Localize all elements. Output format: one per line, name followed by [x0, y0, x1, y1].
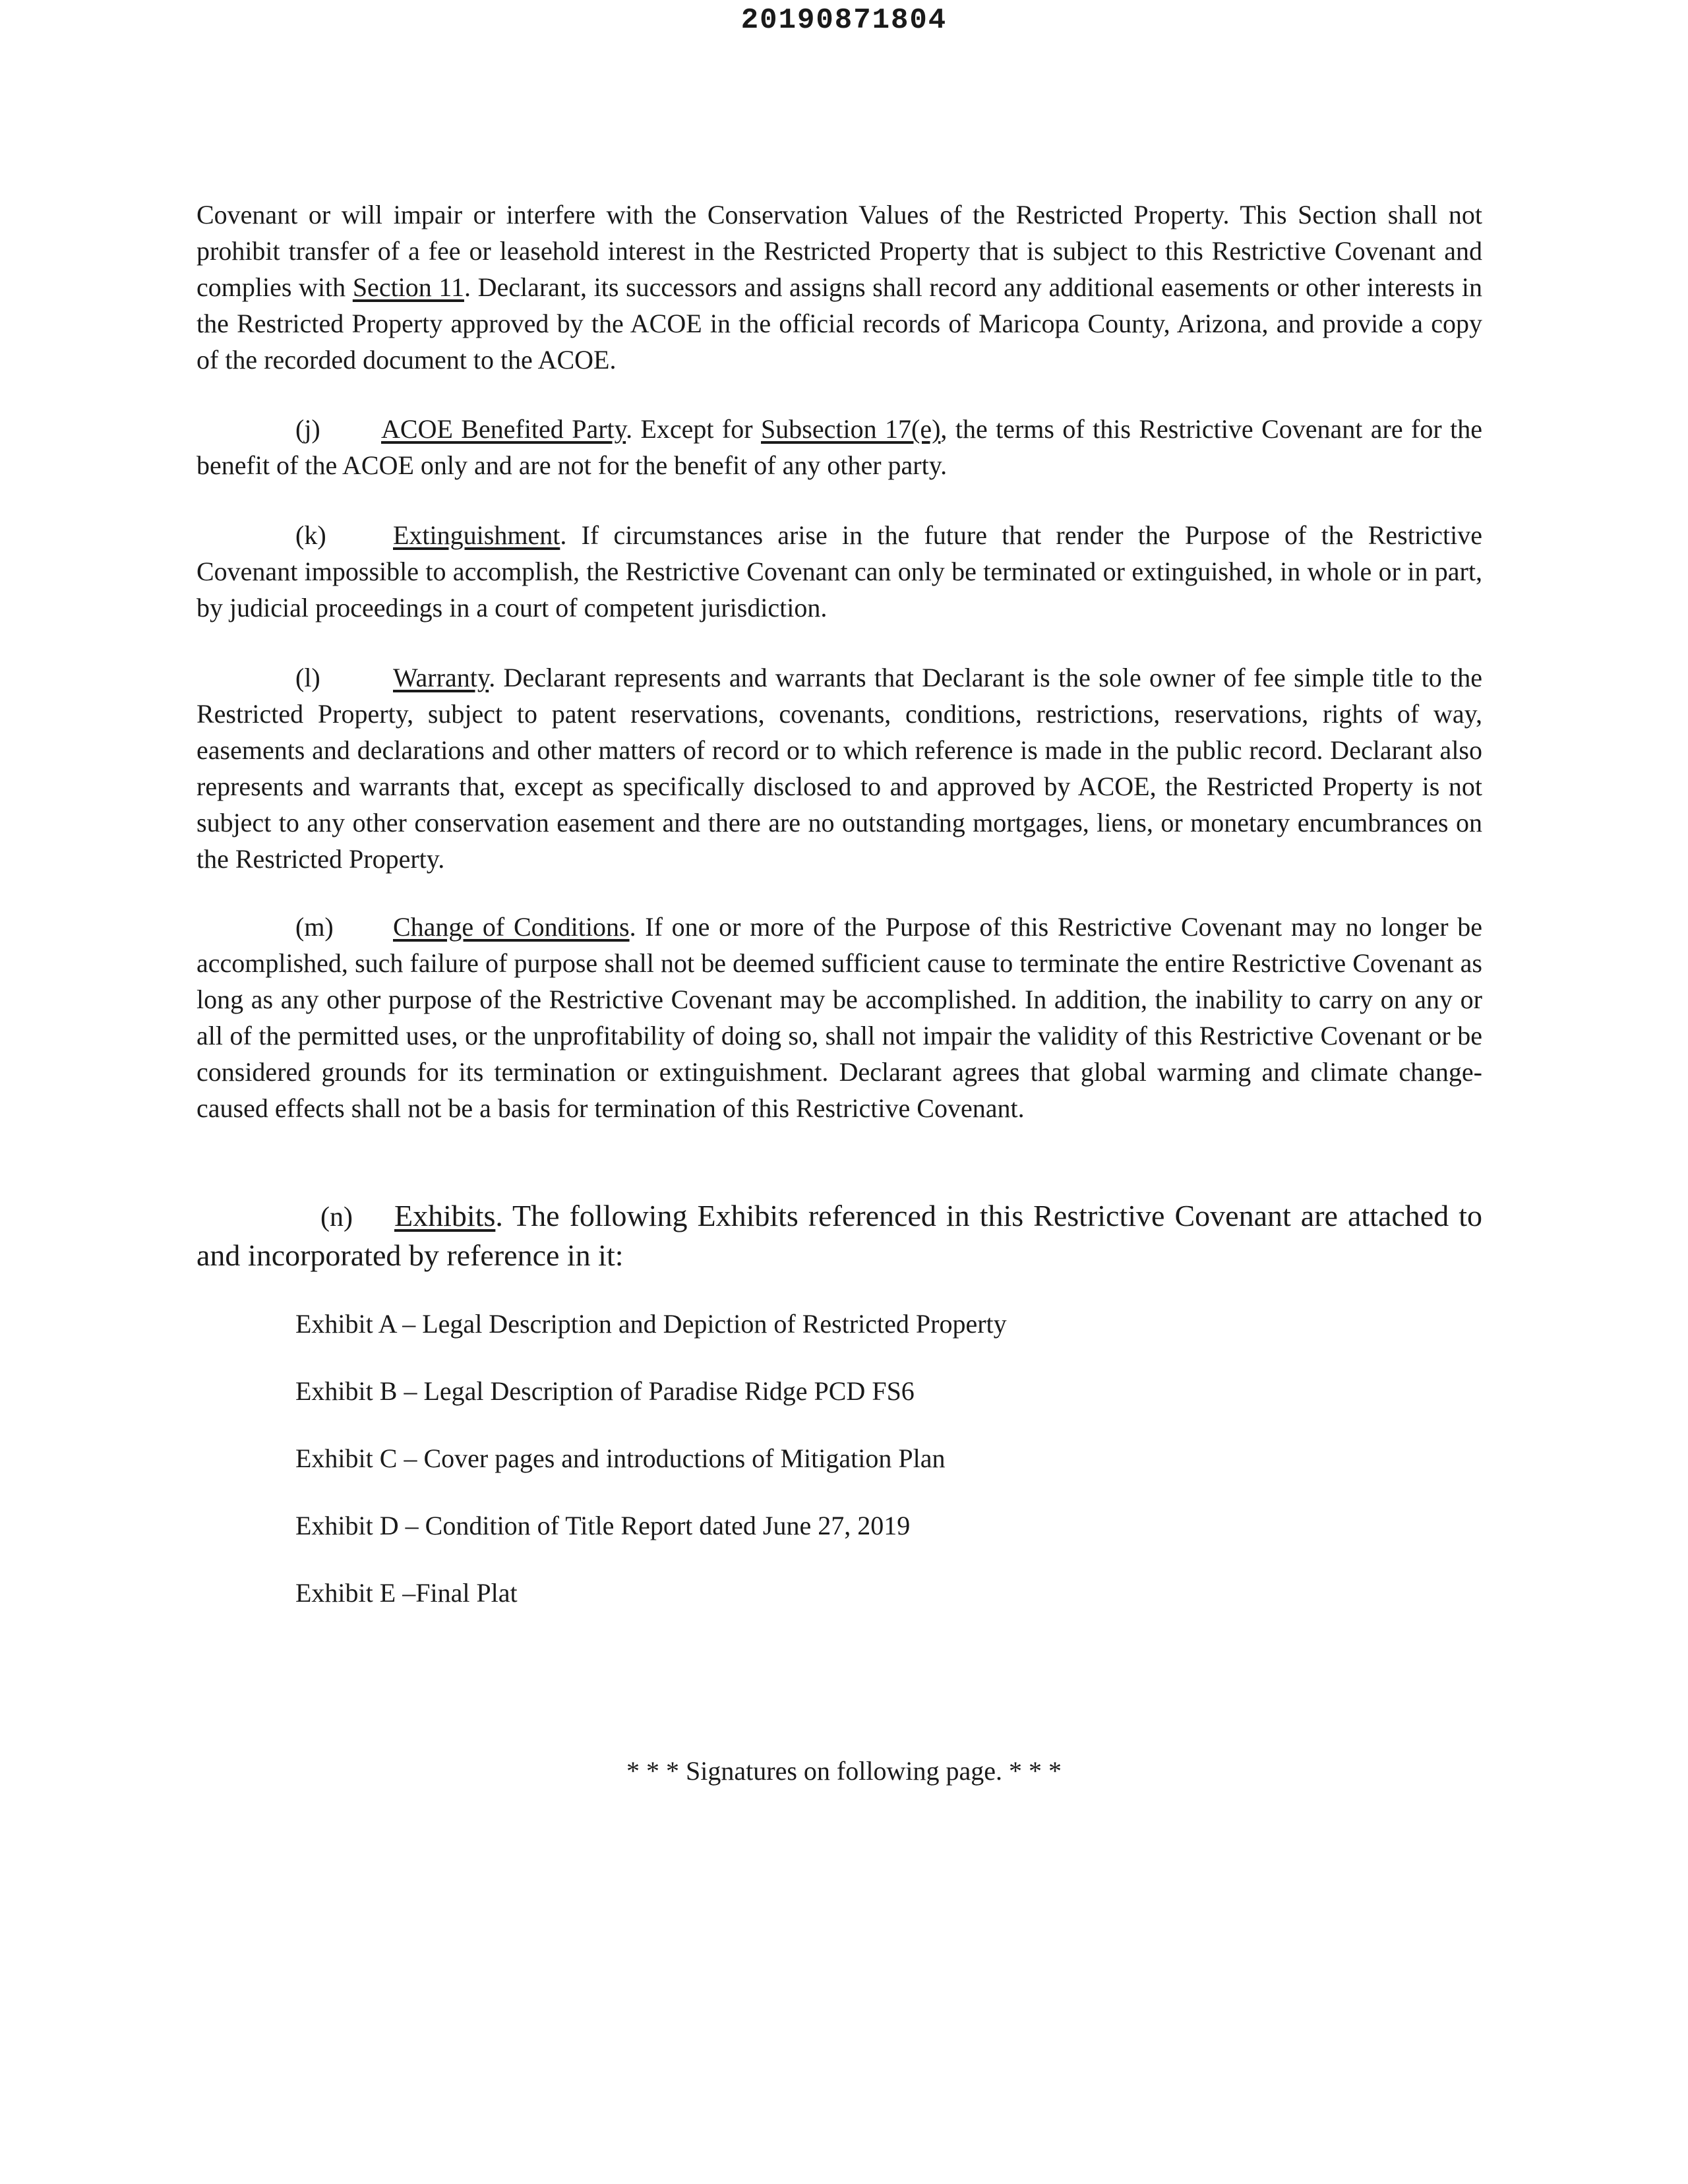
paragraph-i-continuation — [196, 197, 1482, 378]
paragraph-marker: (k) — [295, 520, 326, 550]
paragraph-j — [196, 411, 1482, 483]
paragraph-l — [196, 659, 1482, 877]
paragraph-text: , the terms of this Restrictive Covenant are for the benefit of the ACOE only and are not for the benefit of any other party. — [196, 414, 1482, 480]
exhibit-item: Exhibit C – Cover pages and introductions of Mitigation Plan — [295, 1443, 946, 1473]
paragraph-text: . Declarant, its successors and assigns shall record any additional easements or other interests in the Restricted Property approved by the ACOE in the official records of Maricopa County, Arizona, and provide a copy of the recorded document to the ACOE. — [196, 272, 1483, 375]
paragraph-heading: Warranty — [393, 663, 489, 692]
paragraph-marker: (j) — [295, 414, 320, 444]
paragraph-marker: (n) — [320, 1202, 353, 1232]
paragraph-text: Covenant or will impair or interfere with the Conservation Values of the Restricted Property. This Section shall not prohibit transfer of a fee or leasehold interest in the Restricted Property that is subject to this Restrictive Covenant and complies with — [196, 200, 1482, 302]
paragraph-heading: ACOE Benefited Party — [381, 414, 626, 444]
paragraph-k — [196, 517, 1482, 626]
paragraph-m — [196, 909, 1482, 1126]
paragraph-heading: Change of Conditions — [393, 912, 630, 942]
paragraph-text: . If circumstances arise in the future that render the Purpose of the Restrictive Covenant impossible to accomplish, the Restrictive Covenant can only be terminated or extinguished, in whole or in part, by judicial proceedings in a court of competent jurisdiction. — [196, 520, 1482, 622]
section-reference: Section 11 — [352, 272, 464, 302]
exhibit-item: Exhibit B – Legal Description of Paradise Ridge PCD FS6 — [295, 1376, 915, 1406]
paragraph-text: . If one or more of the Purpose of this Restrictive Covenant may no longer be accomplished, such failure of purpose shall not be deemed sufficient cause to terminate the entire Restrictive Covenant as long as any other purpose of the Restrictive Covenant may be accomplished. In addition, the inability to carry on any or all of the permitted uses, or the unprofitability of doing so, shall not impair the validity of this Restrictive Covenant or be considered grounds for its termination or extinguishment. Declarant agrees that global warming and climate change-caused effects shall not be a basis for termination of this Restrictive Covenant. — [196, 912, 1483, 1123]
paragraph-heading: Extinguishment — [393, 520, 560, 550]
paragraph-text: . Declarant represents and warrants that Declarant is the sole owner of fee simple title to the Restricted Property, subject to patent reservations, covenants, conditions, restrictions, reservations, rights of way, easements and declarations and other matters of record or to which reference is made in the public record. Declarant also represents and warrants that, except as specifically disclosed to and approved by ACOE, the Restricted Property is not subject to any other conservation easement and there are no outstanding mortgages, liens, or monetary encumbrances on the Restricted Property. — [196, 663, 1482, 874]
document-number: 20190871804 — [740, 4, 948, 37]
signatures-note: * * * Signatures on following page. * * * — [626, 1756, 1062, 1786]
paragraph-n — [196, 1197, 1482, 1275]
exhibit-item: Exhibit E –Final Plat — [295, 1578, 518, 1608]
paragraph-heading: Exhibits — [394, 1199, 496, 1232]
paragraph-text: . The following Exhibits referenced in this Restrictive Covenant are attached to and incorporated by reference in it: — [196, 1199, 1482, 1272]
paragraph-marker: (l) — [295, 663, 320, 692]
paragraph-text: . Except for — [626, 414, 762, 444]
exhibit-item: Exhibit A – Legal Description and Depiction of Restricted Property — [295, 1309, 1007, 1339]
subsection-reference: Subsection 17(e) — [761, 414, 941, 444]
exhibit-item: Exhibit D – Condition of Title Report dated June 27, 2019 — [295, 1511, 911, 1540]
paragraph-marker: (m) — [295, 912, 334, 942]
